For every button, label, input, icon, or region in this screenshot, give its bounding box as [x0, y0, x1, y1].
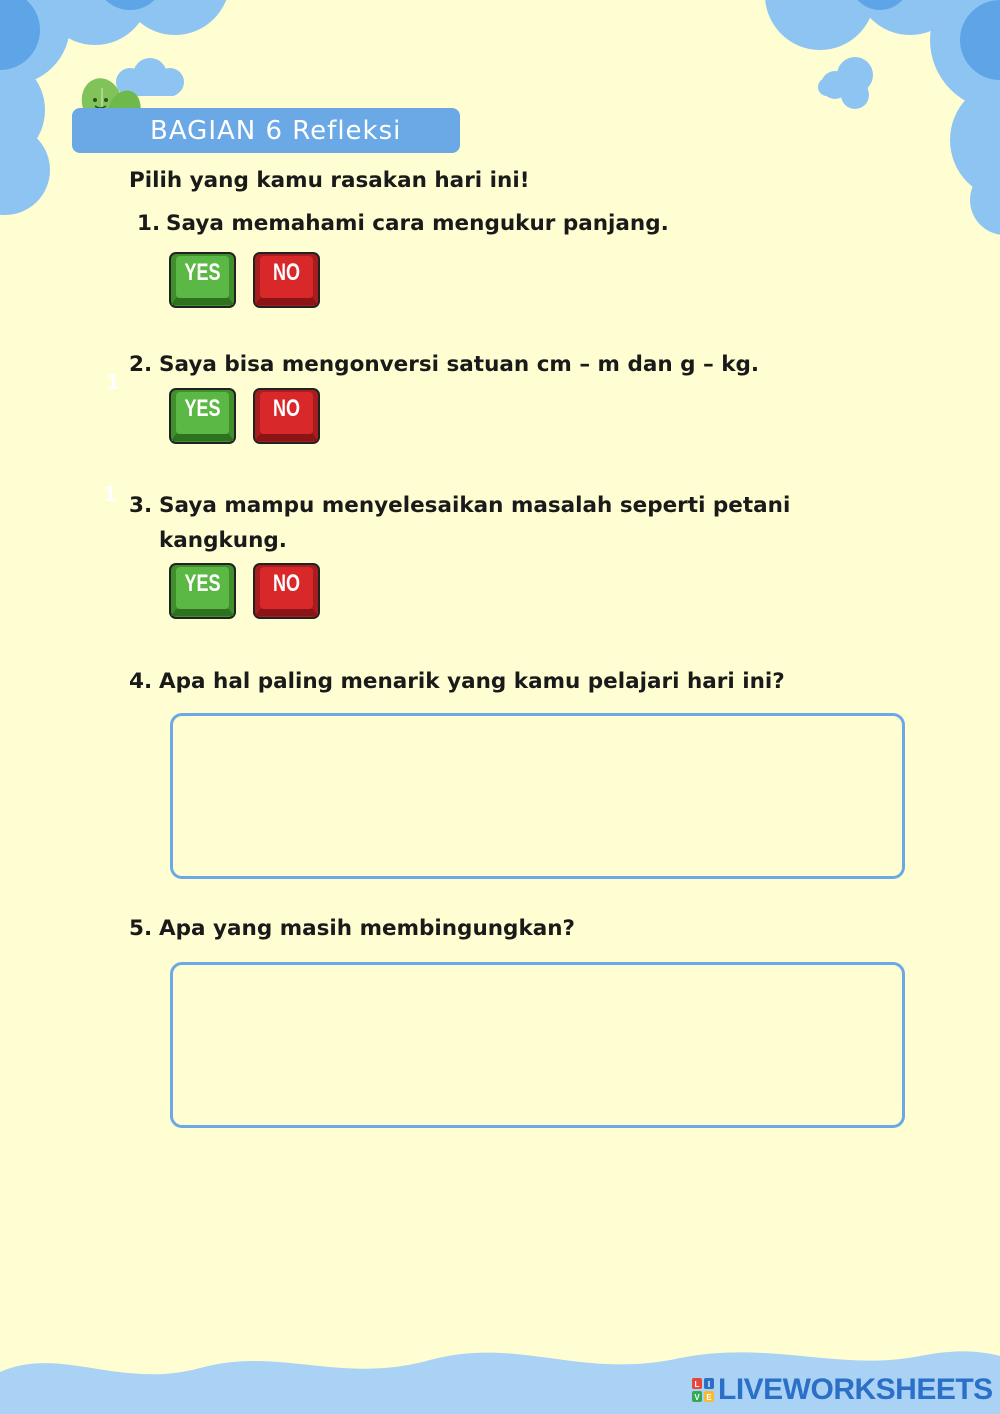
- question-5-text: Apa yang masih membingungkan?: [159, 916, 576, 941]
- ghost-mark: 1: [106, 370, 120, 394]
- yes-label: YES: [184, 570, 221, 597]
- logo-letter: I: [707, 1380, 711, 1389]
- question-4-number: 4.: [129, 669, 153, 694]
- question-4-text: Apa hal paling menarik yang kamu pelajari hari ini?: [159, 669, 785, 694]
- yes-label: YES: [184, 395, 221, 422]
- liveworksheets-logo-icon: [692, 1378, 714, 1402]
- q3-yes-button[interactable]: [169, 563, 236, 619]
- q4-answer-field[interactable]: [170, 713, 905, 879]
- question-1-number: 1.: [137, 211, 161, 236]
- instruction-text: Pilih yang kamu rasakan hari ini!: [129, 168, 530, 193]
- question-2-number: 2.: [129, 352, 153, 377]
- q2-yes-button[interactable]: [169, 388, 236, 444]
- liveworksheets-brand[interactable]: [692, 1373, 993, 1407]
- question-5-number: 5.: [129, 916, 153, 941]
- section-title: BAGIAN 6 Refleksi: [150, 116, 402, 146]
- no-label: NO: [273, 259, 300, 286]
- no-label: NO: [273, 395, 300, 422]
- q1-yes-button[interactable]: [169, 252, 236, 308]
- brand-name: LIVEWORKSHEETS: [718, 1373, 993, 1406]
- question-1-text: Saya memahami cara mengukur panjang.: [166, 211, 669, 236]
- question-2-text: Saya bisa mengonversi satuan cm – m dan g – kg.: [159, 352, 760, 377]
- q1-no-button[interactable]: [253, 252, 320, 308]
- question-3-number: 3.: [129, 493, 153, 518]
- q2-no-button[interactable]: [253, 388, 320, 444]
- q5-answer-field[interactable]: [170, 962, 905, 1128]
- question-3-text-line1: Saya mampu menyelesaikan masalah seperti petani: [159, 493, 791, 518]
- cloud-icon: [818, 57, 873, 109]
- no-label: NO: [273, 570, 300, 597]
- q3-no-button[interactable]: [253, 563, 320, 619]
- logo-letter: V: [694, 1393, 700, 1402]
- question-3-text-line2: kangkung.: [159, 528, 287, 553]
- ghost-mark: 1: [103, 482, 117, 506]
- yes-label: YES: [184, 259, 221, 286]
- logo-letter: E: [706, 1393, 712, 1402]
- cloud-icon: [116, 58, 184, 96]
- logo-letter: L: [694, 1380, 700, 1389]
